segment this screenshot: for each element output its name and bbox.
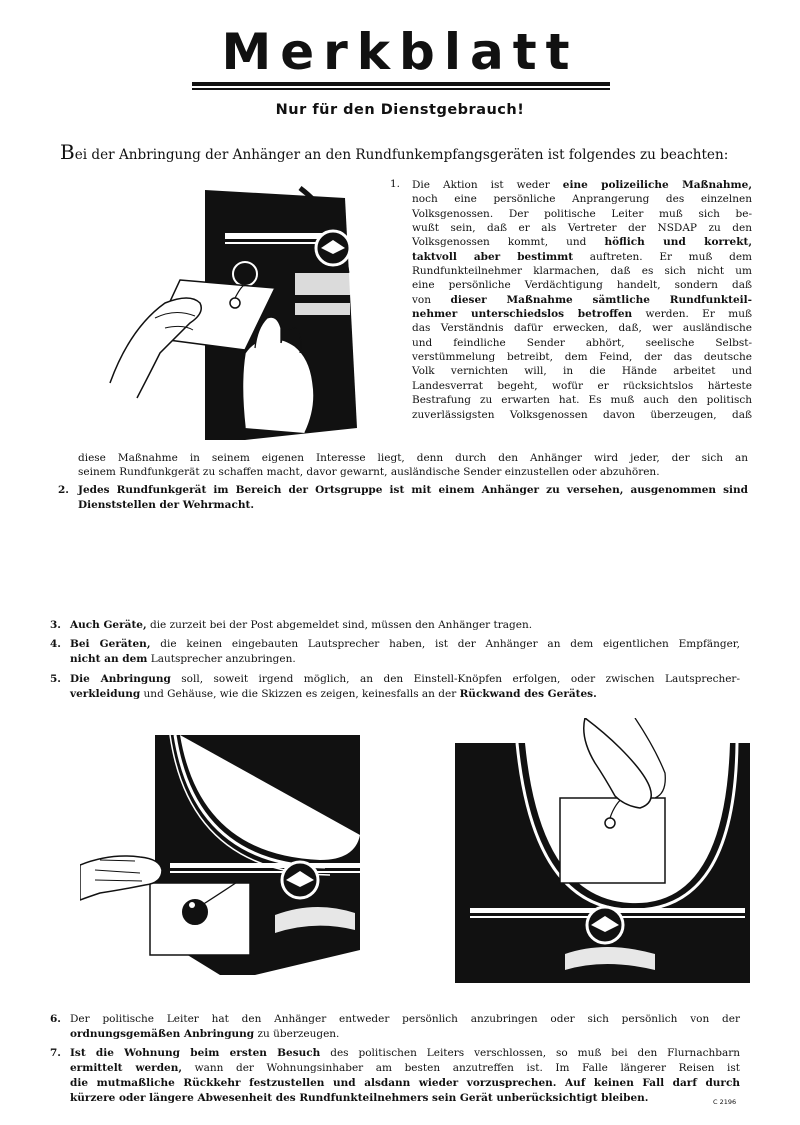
emphasis: kürzere oder längere Abwesenheit des Rundfunkteilnehmers sein Gerät unberücksichtigt bleiben.: [70, 1092, 649, 1104]
emphasis: nehmer unterschiedslos betroffen: [412, 308, 633, 321]
item-number: 1.: [390, 178, 401, 190]
text-line: Bestrafung zu erwarten hat. Es muß auch den politisch: [412, 394, 752, 407]
text-line: Die Anbringung soll, soweit irgend möglich, an den Einstell-Knöpfen erfolgen, oder zwischen Lautsprecher-: [70, 673, 740, 685]
item-3-text: [70, 618, 740, 633]
emphasis: nicht an dem: [70, 653, 148, 665]
text-line: und feindliche Sender abhört, seelische Selbst-: [412, 336, 752, 349]
item-number: 7.: [50, 1047, 61, 1059]
item-number: 6.: [50, 1013, 61, 1025]
text-line: Ist die Wohnung beim ersten Besuch des politischen Leiters verschlossen, so muß bei den Flurnachbarn: [70, 1047, 740, 1059]
text-line: verstümmelung betreibt, dem Feind, der das deutsche: [412, 351, 752, 364]
title-rule-thin: [192, 88, 610, 90]
text-line: ermittelt werden, wann der Wohnungsinhaber am besten anzutreffen ist. Im Falle längerer Reisen ist: [70, 1062, 741, 1074]
emphasis: Die Anbringung: [70, 673, 171, 685]
text-line: taktvoll aber bestimmt auftreten. Er muß dem: [412, 250, 752, 263]
item-number: 4.: [50, 638, 61, 650]
text-line: ordnungsgemäßen Anbringung zu überzeugen.: [70, 1028, 340, 1040]
text-line: eine persönliche Verdächtigung handelt, sondern daß: [412, 279, 752, 292]
text-line: nicht an dem Lautsprecher anzubringen.: [70, 653, 296, 665]
emphasis: Auch Geräte,: [70, 619, 147, 631]
emphasis: die mutmaßliche Rückkehr festzustellen und alsdann wieder vorzusprechen. Auf keinen Fall darf durch: [70, 1077, 740, 1089]
item-5-text: [70, 672, 740, 702]
title-rule-thick: [192, 82, 610, 86]
illustration-knob-side: [80, 735, 365, 975]
text-line: Auch Geräte, die zurzeit bei der Post abgemeldet sind, müssen den Anhänger tragen.: [70, 619, 533, 631]
text-line: noch eine persönliche Anprangerung des einzelnen: [412, 193, 752, 206]
subtitle: Nur für den Dienstgebrauch!: [275, 102, 525, 118]
emphasis: taktvoll aber bestimmt: [412, 250, 574, 263]
text-line: wußt sein, daß er als Vertreter der NSDAP zu den: [412, 222, 752, 235]
text-line: Der politische Leiter hat den Anhänger entweder persönlich anzubringen oder sich persönlich von der: [70, 1013, 740, 1025]
form-code: C 2196: [713, 1098, 737, 1106]
text-line: Volksgenossen kommt, und höflich und korrekt,: [412, 236, 752, 249]
text-line: Volk vernichten will, in die Hände arbeitet und: [412, 365, 752, 378]
emphasis: eine polizeiliche Maßnahme,: [562, 179, 752, 191]
text-line: [70, 1076, 740, 1091]
emphasis: Bei Geräten,: [70, 638, 151, 650]
text-line: zuverlässigsten Volksgenossen davon überzeugen, daß: [412, 408, 752, 421]
text-line: von dieser Maßnahme sämtliche Rundfunkteil-: [412, 293, 752, 306]
item-2-text: [78, 483, 748, 513]
item-number: 2.: [58, 484, 69, 496]
text-line: Volksgenossen. Der politische Leiter muß sich be-: [412, 207, 752, 220]
text-line: verkleidung und Gehäuse, wie die Skizzen es zeigen, keinesfalls an der Rückwand des Gerätes.: [70, 688, 597, 700]
text-line: das Verständnis dafür erwecken, daß, wer ausländische: [412, 322, 752, 335]
text-line: Die Aktion ist weder eine polizeiliche Maßnahme,: [412, 179, 752, 191]
item-number: 5.: [50, 673, 61, 685]
text-line: [78, 498, 748, 513]
text-line: seinem Rundfunkgerät zu schaffen macht, davor gewarnt, ausländische Sender einzustellen oder abzuhören.: [78, 466, 660, 479]
page-title: Merkblatt: [221, 23, 579, 81]
intro-sentence: [60, 140, 750, 164]
text-line: Landesverrat begeht, wofür er rücksichtslos härteste: [412, 379, 752, 392]
item-4-text: [70, 637, 740, 667]
item-1-continuation: [78, 451, 748, 480]
emphasis: Rückwand des Gerätes.: [459, 688, 597, 700]
item-1-right-text: [412, 178, 752, 422]
emphasis: ermittelt werden,: [70, 1062, 183, 1074]
item-6-text: [70, 1012, 740, 1042]
emphasis: höflich und korrekt,: [604, 236, 752, 249]
illustration-tag-top: [455, 718, 755, 983]
item-7-text: [70, 1046, 740, 1106]
text-line: [70, 1091, 740, 1106]
illustration-knob-tag: [95, 178, 385, 440]
intro-text: ei der Anbringung der Anhänger an den Rundfunkempfangsgeräten ist folgendes zu beachten:: [74, 147, 729, 163]
emphasis: verkleidung: [70, 688, 141, 700]
emphasis: dieser Maßnahme sämtliche Rundfunkteil-: [450, 293, 752, 306]
text-line: nehmer unterschiedslos betroffen werden. Er muß: [412, 308, 752, 321]
emphasis: Jedes Rundfunkgerät im Bereich der Ortsgruppe ist mit einem Anhänger zu versehen, ausgenommen sind: [78, 484, 748, 496]
text-line: [78, 483, 748, 498]
text-line: Rundfunkteilnehmer klarmachen, daß es sich nicht um: [412, 265, 752, 278]
text-line: Bei Geräten, die keinen eingebauten Lautsprecher haben, ist der Anhänger an dem eigentlichen Empfänger,: [70, 638, 740, 650]
intro-initial: B: [60, 140, 75, 164]
emphasis: Ist die Wohnung beim ersten Besuch: [70, 1047, 321, 1059]
emphasis: ordnungsgemäßen Anbringung: [70, 1028, 255, 1040]
text-line: diese Maßnahme in seinem eigenen Interesse liegt, denn durch den Anhänger wird jeder, der sich an: [78, 452, 748, 464]
emphasis: Dienststellen der Wehrmacht.: [78, 499, 254, 511]
item-number: 3.: [50, 619, 61, 631]
